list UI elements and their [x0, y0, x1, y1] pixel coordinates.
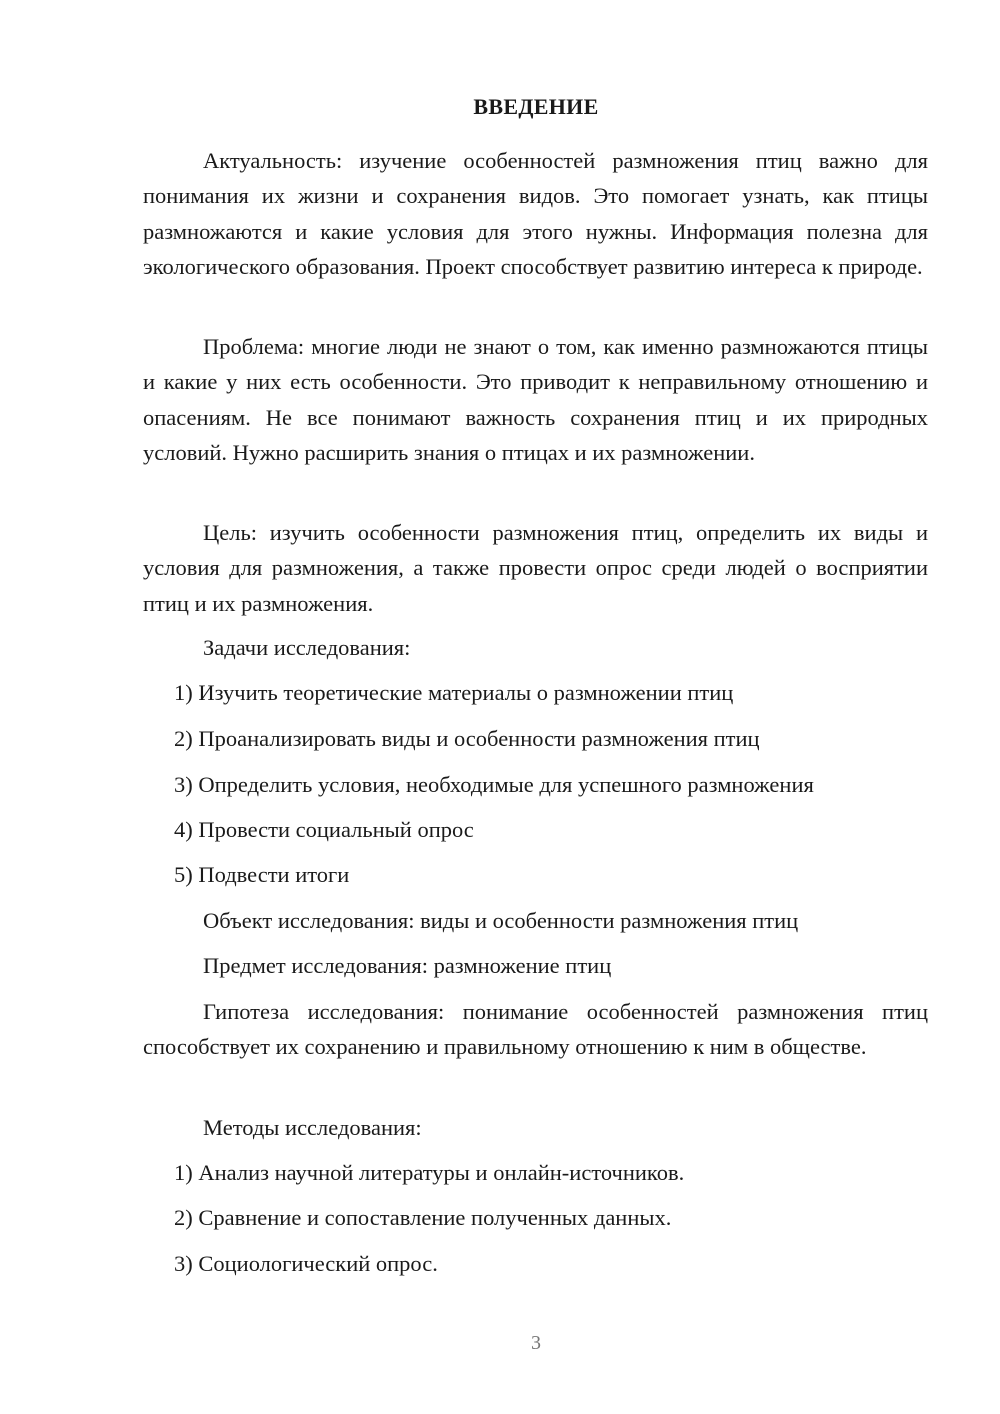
- problem-paragraph: Проблема: многие люди не знают о том, как именно размножаются птицы и какие у них есть особенности. Это приводит к неправильному отношению и опасениям. Не все понимают важность сохранения птиц и их природных условий. Нужно расширить знания о птицах и их размножении.: [143, 334, 928, 465]
- task-item: 2) Проанализировать виды и особенности размножения птиц: [174, 726, 760, 751]
- task-item: 3) Определить условия, необходимые для успешного размножения: [174, 772, 814, 797]
- research-subject: Предмет исследования: размножение птиц: [203, 953, 612, 978]
- task-item: 5) Подвести итоги: [174, 862, 350, 887]
- method-item: 3) Социологический опрос.: [174, 1251, 438, 1276]
- goal-paragraph: Цель: изучить особенности размножения птиц, определить их виды и условия для размножения, а также провести опрос среди людей о восприятии птиц и их размножения.: [143, 520, 928, 616]
- page-number: 3: [531, 1332, 541, 1354]
- hypothesis-paragraph: Гипотеза исследования: понимание особенностей размножения птиц способствует их сохранению и правильному отношению к ним в обществе.: [143, 999, 928, 1060]
- methods-heading: Методы исследования:: [203, 1115, 422, 1140]
- method-item: 1) Анализ научной литературы и онлайн-источников.: [174, 1160, 685, 1185]
- task-item: 1) Изучить теоретические материалы о размножении птиц: [174, 680, 734, 705]
- research-object: Объект исследования: виды и особенности размножения птиц: [203, 908, 799, 933]
- tasks-heading: Задачи исследования:: [203, 635, 411, 660]
- page-title: ВВЕДЕНИЕ: [473, 94, 599, 119]
- method-item: 2) Сравнение и сопоставление полученных данных.: [174, 1205, 672, 1230]
- task-item: 4) Провести социальный опрос: [174, 817, 474, 842]
- relevance-paragraph: Актуальность: изучение особенностей размножения птиц важно для понимания их жизни и сохранения видов. Это помогает узнать, как птицы размножаются и какие условия для этого нужны. Информация полезна для экологического образования. Проект способствует развитию интереса к природе.: [143, 148, 928, 279]
